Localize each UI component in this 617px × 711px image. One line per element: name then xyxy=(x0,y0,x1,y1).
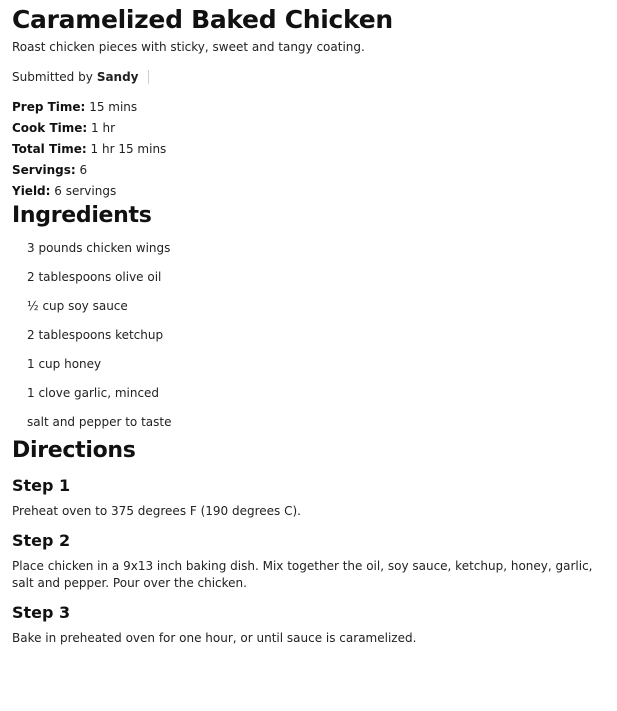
ingredient-item: salt and pepper to taste xyxy=(27,415,172,429)
meta-value: 6 xyxy=(79,163,88,177)
step-text: Place chicken in a 9x13 inch baking dish. Mix together the oil, soy sauce, ketchup, honey, garlic, salt and pepper. Pour over the chicken. xyxy=(12,559,593,590)
meta-label: Total Time: xyxy=(12,142,87,156)
submitted-by-label: Submitted by xyxy=(12,70,93,84)
directions-heading: Directions xyxy=(12,438,136,463)
direction-step-2 xyxy=(12,530,605,592)
ingredient-item: 3 pounds chicken wings xyxy=(27,241,171,255)
recipe-meta xyxy=(12,97,605,202)
step-text: Preheat oven to 375 degrees F (190 degrees C). xyxy=(12,504,301,518)
ingredients-list xyxy=(12,234,605,437)
meta-value: 1 hr xyxy=(91,121,116,135)
submitted-by xyxy=(12,69,605,85)
direction-step-3 xyxy=(12,602,605,647)
meta-prep-time xyxy=(12,97,605,118)
meta-label: Cook Time: xyxy=(12,121,88,135)
meta-value: 6 servings xyxy=(54,184,117,198)
recipe-description: Roast chicken pieces with sticky, sweet and tangy coating. xyxy=(12,40,365,54)
ingredient-item: 2 tablespoons ketchup xyxy=(27,328,164,342)
ingredient-item: ½ cup soy sauce xyxy=(27,299,128,313)
author-name[interactable]: Sandy xyxy=(96,70,139,84)
step-text: Bake in preheated oven for one hour, or until sauce is caramelized. xyxy=(12,631,417,645)
divider xyxy=(148,70,149,84)
meta-label: Prep Time: xyxy=(12,100,86,114)
ingredients-heading: Ingredients xyxy=(12,203,152,228)
meta-cook-time xyxy=(12,118,605,139)
direction-step-1 xyxy=(12,475,605,520)
meta-servings xyxy=(12,160,605,181)
ingredient-item: 1 clove garlic, minced xyxy=(27,386,160,400)
step-title: Step 1 xyxy=(12,476,71,495)
meta-total-time xyxy=(12,139,605,160)
meta-label: Yield: xyxy=(12,184,51,198)
step-title: Step 2 xyxy=(12,531,71,550)
meta-yield xyxy=(12,181,605,202)
ingredient-item: 2 tablespoons olive oil xyxy=(27,270,162,284)
recipe-title: Caramelized Baked Chicken xyxy=(12,5,393,34)
meta-value: 1 hr 15 mins xyxy=(90,142,167,156)
meta-label: Servings: xyxy=(12,163,76,177)
meta-value: 15 mins xyxy=(89,100,138,114)
step-title: Step 3 xyxy=(12,603,71,622)
ingredient-item: 1 cup honey xyxy=(27,357,102,371)
